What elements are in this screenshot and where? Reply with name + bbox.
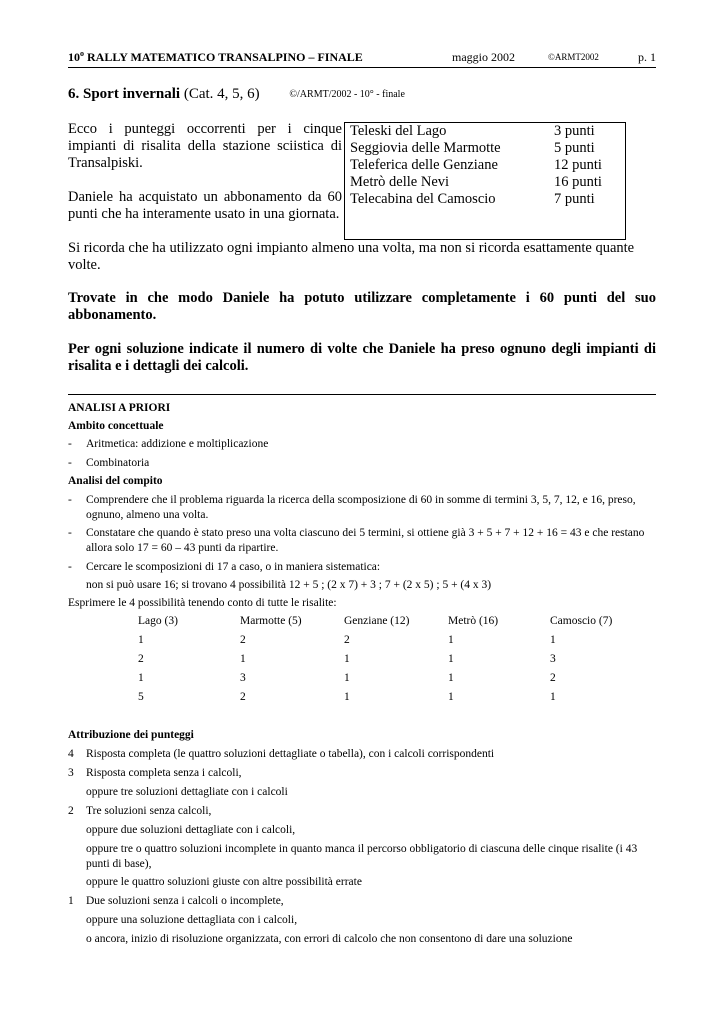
table-cell: 2 xyxy=(344,634,350,646)
problem-reference: ©/ARMT/2002 - 10° - finale xyxy=(289,89,405,100)
table-cell: 1 xyxy=(344,691,350,703)
list-item-text: Aritmetica: addizione e moltiplicazione xyxy=(86,438,269,450)
scoring-text: Risposta completa senza i calcoli, xyxy=(86,767,242,779)
lift-name: Seggiovia delle Marmotte xyxy=(350,140,501,156)
dash-marker: - xyxy=(68,457,72,469)
scoring-title: Attribuzione dei punteggi xyxy=(68,729,194,741)
table-header: Lago (3) xyxy=(138,615,178,627)
table-cell: 2 xyxy=(550,672,556,684)
table-cell: 1 xyxy=(138,634,144,646)
header-title-text: RALLY MATEMATICO TRANSALPINO – FINALE xyxy=(84,50,363,64)
table-cell: 1 xyxy=(448,672,454,684)
table-header: Camoscio (7) xyxy=(550,615,613,627)
page-number: p. 1 xyxy=(638,50,656,64)
table-cell: 2 xyxy=(240,634,246,646)
dash-marker: - xyxy=(68,438,72,450)
table-cell: 5 xyxy=(138,691,144,703)
table-cell: 1 xyxy=(448,653,454,665)
header-title xyxy=(68,49,363,65)
question-1: Trovate in che modo Daniele ha potuto utilizzare completamente i 60 punti del suo abbonamento. xyxy=(68,290,656,323)
table-cell: 1 xyxy=(448,691,454,703)
score-value: 1 xyxy=(68,895,74,907)
table-cell: 1 xyxy=(240,653,246,665)
table-cell: 1 xyxy=(344,672,350,684)
table-cell: 2 xyxy=(138,653,144,665)
scoring-text: oppure tre soluzioni dettagliate con i calcoli xyxy=(86,786,288,798)
problem-continuation: Si ricorda che ha utilizzato ogni impianto almeno una volta, ma non si ricorda esattamente quante volte. xyxy=(68,240,635,273)
table-header: Metrò (16) xyxy=(448,615,499,627)
table-cell: 3 xyxy=(550,653,556,665)
list-item-text: Comprendere che il problema riguarda la ricerca della scomposizione di 60 in somme di termini 3, 5, 7, 12, e 16, preso, ognuno, almeno una volta. xyxy=(86,494,636,521)
scoring-text: Risposta completa (le quattro soluzioni dettagliate o tabella), con i calcoli corrispondenti xyxy=(86,748,495,760)
header-copyright: ©ARMT2002 xyxy=(548,52,599,62)
score-value: 2 xyxy=(68,805,74,817)
table-cell: 2 xyxy=(240,691,246,703)
problem-intro xyxy=(68,121,342,223)
lift-name: Metrò delle Nevi xyxy=(350,174,450,190)
header-title-number: 10 xyxy=(68,50,80,64)
lifts-box xyxy=(344,122,626,240)
table-cell: 1 xyxy=(550,634,556,646)
problem-categories: (Cat. 4, 5, 6) xyxy=(183,86,260,102)
express-line-text: Esprimere le 4 possibilità tenendo conto di tutte le risalite: xyxy=(68,597,337,609)
scoring-text: oppure una soluzione dettagliata con i calcoli, xyxy=(86,914,298,926)
question-2: Per ogni soluzione indicate il numero di volte che Daniele ha preso ognuno degli impianti di risalita e i dettagli dei calcoli. xyxy=(68,341,656,374)
ambito-title: Ambito concettuale xyxy=(68,420,164,432)
decomposition-line: non si può usare 16; si trovano 4 possibilità 12 + 5 ; (2 x 7) + 3 ; 7 + (2 x 5) ; 5 + (4 x 3) xyxy=(86,579,492,591)
header-title-sup: o xyxy=(80,49,84,58)
dash-marker: - xyxy=(68,561,72,573)
lift-points: 3 punti xyxy=(554,123,595,139)
lift-points: 7 punti xyxy=(554,191,595,207)
lift-points: 12 punti xyxy=(554,157,602,173)
intro-paragraph-1: Ecco i punteggi occorrenti per i cinque impianti di risalita della stazione sciistica di Transalpiski. xyxy=(68,121,342,171)
lift-name: Teleski del Lago xyxy=(350,123,447,139)
table-cell: 3 xyxy=(240,672,246,684)
scoring-text: oppure due soluzioni dettagliate con i calcoli, xyxy=(86,824,296,836)
scoring-text: o ancora, inizio di risoluzione organizzata, con errori di calcolo che non consentono di dare una soluzione xyxy=(86,933,573,945)
header-date: maggio 2002 xyxy=(452,50,515,64)
table-header: Marmotte (5) xyxy=(240,615,302,627)
table-cell: 1 xyxy=(344,653,350,665)
compito-title: Analisi del compito xyxy=(68,475,163,487)
scoring-text: oppure tre o quattro soluzioni incomplete in quanto manca il percorso obbligatorio di ciascuna delle cinque risalite (i 43 punti di base), xyxy=(86,843,638,870)
list-item-text: Combinatoria xyxy=(86,457,150,469)
scoring-text: Tre soluzioni senza calcoli, xyxy=(86,805,212,817)
dash-marker: - xyxy=(68,494,72,506)
scoring-text: Due soluzioni senza i calcoli o incomplete, xyxy=(86,895,284,907)
table-cell: 1 xyxy=(138,672,144,684)
section-divider xyxy=(68,394,656,395)
list-item-text: Cercare le scomposizioni di 17 a caso, o in maniera sistematica: xyxy=(86,561,381,573)
scoring-text: oppure le quattro soluzioni giuste con altre possibilità errate xyxy=(86,876,362,888)
table-header: Genziane (12) xyxy=(344,615,410,627)
page-header xyxy=(68,49,656,68)
problem-name: 6. Sport invernali xyxy=(68,86,181,102)
lift-points: 5 punti xyxy=(554,140,595,156)
list-item-text: Constatare che quando è stato preso una volta ciascuno dei 5 termini, si ottiene già 3 + 5 + 7 + 12 + 16 = 43 e che restano allora solo 17 = 60 – 43 punti da ripartire. xyxy=(86,527,645,554)
table-cell: 1 xyxy=(448,634,454,646)
lift-name: Telecabina del Camoscio xyxy=(350,191,496,207)
table-cell: 1 xyxy=(550,691,556,703)
problem-title xyxy=(68,86,405,103)
analysis-title: ANALISI A PRIORI xyxy=(68,402,171,414)
score-value: 3 xyxy=(68,767,74,779)
lift-name: Teleferica delle Genziane xyxy=(350,157,498,173)
lift-points: 16 punti xyxy=(554,174,602,190)
dash-marker: - xyxy=(68,527,72,539)
intro-paragraph-2: Daniele ha acquistato un abbonamento da 60 punti che ha interamente usato in una giornata. xyxy=(68,189,342,222)
score-value: 4 xyxy=(68,748,74,760)
